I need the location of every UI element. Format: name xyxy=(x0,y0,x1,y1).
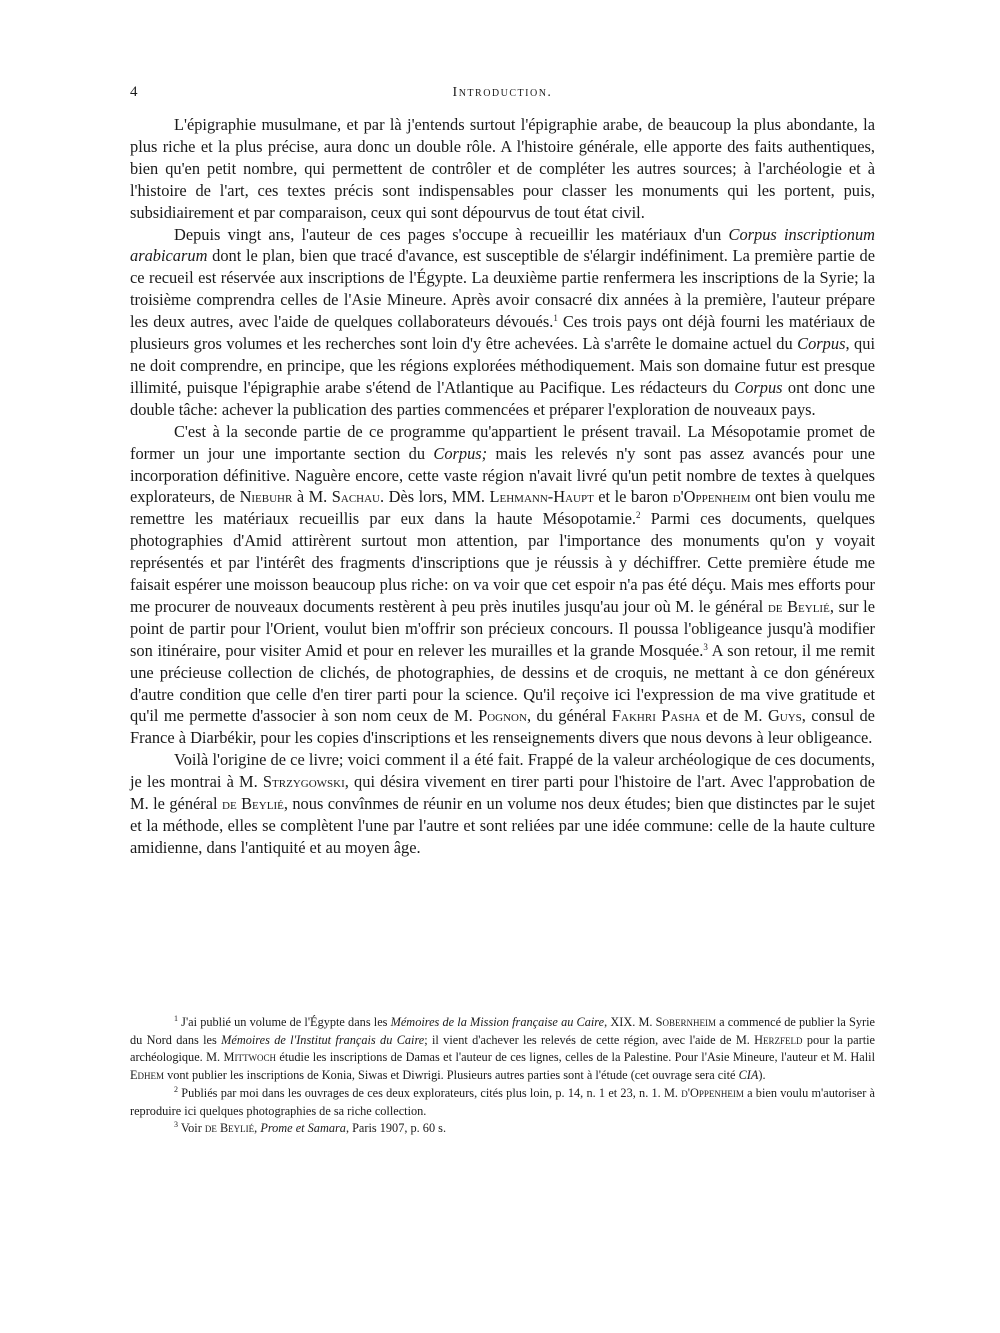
paragraph xyxy=(130,749,875,859)
small-caps-name: Lehmann-Haupt xyxy=(489,487,594,507)
italic-text: Corpus; xyxy=(433,443,488,463)
small-caps-name: Guys xyxy=(767,706,802,726)
italic-text: CIA xyxy=(738,1068,759,1083)
small-caps-name: Mittwoch xyxy=(223,1050,276,1065)
text-run: à M. xyxy=(292,487,332,507)
italic-text: Mémoires de l'Institut français du Caire xyxy=(221,1032,425,1047)
small-caps-name: de Beylié xyxy=(204,1121,255,1136)
footnote-marker: 1 xyxy=(174,1014,178,1023)
text-run: vont publier les inscriptions de Konia, Siwas et Diwrigi. Plusieurs autres parties sont à l'étude (cet ouvrage sera cité xyxy=(164,1068,739,1083)
text-run: , du général xyxy=(526,706,612,726)
text-run: Publiés par moi dans les ouvrages de ces deux explorateurs, cités plus loin, p. 14, n. 1 et 23, n. 1. M. xyxy=(178,1085,682,1100)
footnote-marker: 2 xyxy=(636,510,641,521)
text-run: a bien voulu m'autoriser à reproduire ici quelques photographies de sa riche collection. xyxy=(130,1085,875,1118)
text-run: Parmi ces documents, quelques photographies d'Amid attirèrent surtout mon attention, par l'importance des monuments qu'on y voyait représentés et par l'intérêt des fragments d'inscriptions que je réussis à y déchiffrer. Cette première étude me faisait espérer une moisson beaucoup plus riche: on va voir que cet espoir n'a pas été déçu. Mais mes efforts pour me procurer de nouveaux documents restèrent à peu près inutiles jusqu'au jour où M. le général xyxy=(130,509,875,616)
text-run: ont donc une double tâche: achever la publication des parties commencées et préparer l'exploration de nouveaux pays. xyxy=(130,377,875,419)
small-caps-name: de Beylié xyxy=(767,596,830,616)
text-run: et le baron xyxy=(593,487,673,507)
text-run: et de M. xyxy=(700,706,768,726)
small-caps-name: Edhem xyxy=(130,1068,165,1083)
paragraph xyxy=(130,421,875,750)
text-run: Ces trois pays ont déjà fourni les matériaux de plusieurs gros volumes et les recherches sont loin d'y être achevées. Là s'arrête le domaine actuel du xyxy=(130,312,875,354)
footnote-marker: 3 xyxy=(174,1120,178,1130)
text-run: , xyxy=(254,1121,261,1136)
page-number: 4 xyxy=(130,84,138,100)
text-run: , consul de France à Diarbékir, pour les copies d'inscriptions et les renseignements divers que nous devons à leur obligeance. xyxy=(130,706,875,748)
text-run: Voilà l'origine de ce livre; voici comment il a été fait. Frappé de la valeur archéologique de ces documents, je les montrai à M. xyxy=(130,750,875,792)
running-head: Introduction. xyxy=(452,85,553,100)
small-caps-name: Niebuhr xyxy=(239,487,293,507)
text-run: . Dès lors, MM. xyxy=(380,487,490,507)
text-run: , XIX. M. xyxy=(604,1015,656,1029)
text-run: Depuis vingt ans, l'auteur de ces pages s'occupe à recueillir les matériaux d'un xyxy=(174,224,729,244)
body-text xyxy=(130,114,875,859)
text-run: mais les relevés n'y sont pas assez avancés pour une incorporation définitive. Naguère encore, cette vaste région n'avait livré qu'un petit nombre de textes à quelques explorateurs, de xyxy=(130,443,875,507)
small-caps-name: Sobernheim xyxy=(655,1015,716,1029)
text-run: , nous convînmes de réunir en un volume nos deux études; bien que distinctes par le sujet et la méthode, elles se complètent l'une par l'autre et sont reliées par une idée commune: celle de la haute culture amidienne, dans l'antiquité et au moyen âge. xyxy=(130,794,875,857)
text-run: , sur le point de partir pour l'Orient, voulut bien m'offrir son précieux concours. Il poussa l'obligeance jusqu'à modifier son itinéraire, pour visiter Amid et pour en relever les murailles et la grande Mosquée. xyxy=(130,596,875,660)
text-run: pour la partie archéologique. M. xyxy=(130,1032,875,1065)
paragraph xyxy=(130,224,875,421)
small-caps-name: d'Oppenheim xyxy=(672,487,751,507)
footnote-marker: 2 xyxy=(174,1084,178,1094)
small-caps-name: de Beylié xyxy=(222,794,284,814)
small-caps-name: Sachau xyxy=(331,487,380,507)
text-run: J'ai publié un volume de l'Égypte dans les xyxy=(178,1015,391,1029)
italic-text: Corpus xyxy=(797,334,846,354)
footnote-marker: 3 xyxy=(703,641,708,652)
small-caps-name: Strzygowski xyxy=(262,772,345,792)
text-run: , qui ne doit comprendre, en principe, que les régions explorées méthodiquement. Mais son domaine futur est presque illimité, puisque l'épigraphie arabe s'étend de l'Atlantique au Pacifique. Les rédacteurs du xyxy=(130,334,875,397)
italic-text: Mémoires de la Mission française au Caire xyxy=(390,1015,605,1029)
footnote xyxy=(130,1014,875,1085)
text-run: ; il vient d'achever les relevés de cette région, avec l'aide de M. xyxy=(424,1032,755,1047)
footnote xyxy=(130,1120,875,1138)
paragraph xyxy=(130,114,875,224)
text-run: étudie les inscriptions de Damas et l'auteur de ces lignes, celles de la Palestine. Pour l'Asie Mineure, l'auteur et M. Halil xyxy=(275,1050,875,1065)
text-run: C'est à la seconde partie de ce programme qu'appartient le présent travail. La Mésopotamie promet de former un jour une importante section du xyxy=(130,421,875,463)
text-run: ont bien voulu me remettre les matériaux recueillis par eux dans la haute Mésopotamie. xyxy=(130,487,875,529)
footnote xyxy=(130,1085,875,1120)
text-run: , Paris 1907, p. 60 s. xyxy=(345,1121,447,1136)
footnote-marker: 1 xyxy=(553,313,558,324)
italic-text: Prome et Samara xyxy=(260,1121,346,1136)
italic-text: Corpus inscriptionum arabicarum xyxy=(130,224,876,266)
small-caps-name: Herzfeld xyxy=(754,1032,803,1047)
italic-text: Corpus xyxy=(734,377,783,397)
text-run: dont le plan, bien que tracé d'avance, est susceptible de s'élargir indéfiniment. La première partie de ce recueil est réservée aux inscriptions de l'Égypte. La deuxième partie renfermera les inscriptions de la Syrie; la troisième comprendra celles de l'Asie Mineure. Après avoir consacré dix années à la première, l'auteur prépare les deux autres, avec l'aide de quelques collaborateurs dévoués. xyxy=(130,246,875,332)
text-run: A son retour, il me remit une précieuse collection de clichés, de photographies, de dessins et de croquis, ne mettant à ce don généreux d'autre condition que celle d'en tirer parti pour la science. Qu'il reçoive ici l'expression de ma vive gratitude et qu'il me permette d'associer à son nom ceux de M. xyxy=(130,640,875,726)
text-run: , qui désira vivement en tirer parti pour l'histoire de l'art. Avec l'approbation de M. le général xyxy=(130,772,875,814)
text-run: Voir xyxy=(178,1121,205,1136)
small-caps-name: d'Oppenheim xyxy=(681,1085,744,1100)
page-header xyxy=(130,84,875,106)
footnotes xyxy=(130,1014,875,1138)
small-caps-name: Fakhri Pasha xyxy=(611,706,701,726)
small-caps-name: Pognon xyxy=(478,706,527,726)
text-run: ). xyxy=(758,1068,766,1083)
text-run: a commencé de publier la Syrie du Nord dans les xyxy=(130,1015,875,1047)
text-run: L'épigraphie musulmane, et par là j'entends surtout l'épigraphie arabe, de beaucoup la plus abondante, la plus riche et la plus précise, aura donc un double rôle. A l'histoire générale, elle apporte des faits authentiques, bien qu'en petit nombre, qui permettent de contrôler et de compléter les autres sources; à l'archéologie et à l'histoire de l'art, ces textes précis sont indispensables pour classer les monuments qui les portent, puis, subsidiairement et par comparaison, ceux qui sont dépourvus de tout état civil. xyxy=(130,115,875,222)
